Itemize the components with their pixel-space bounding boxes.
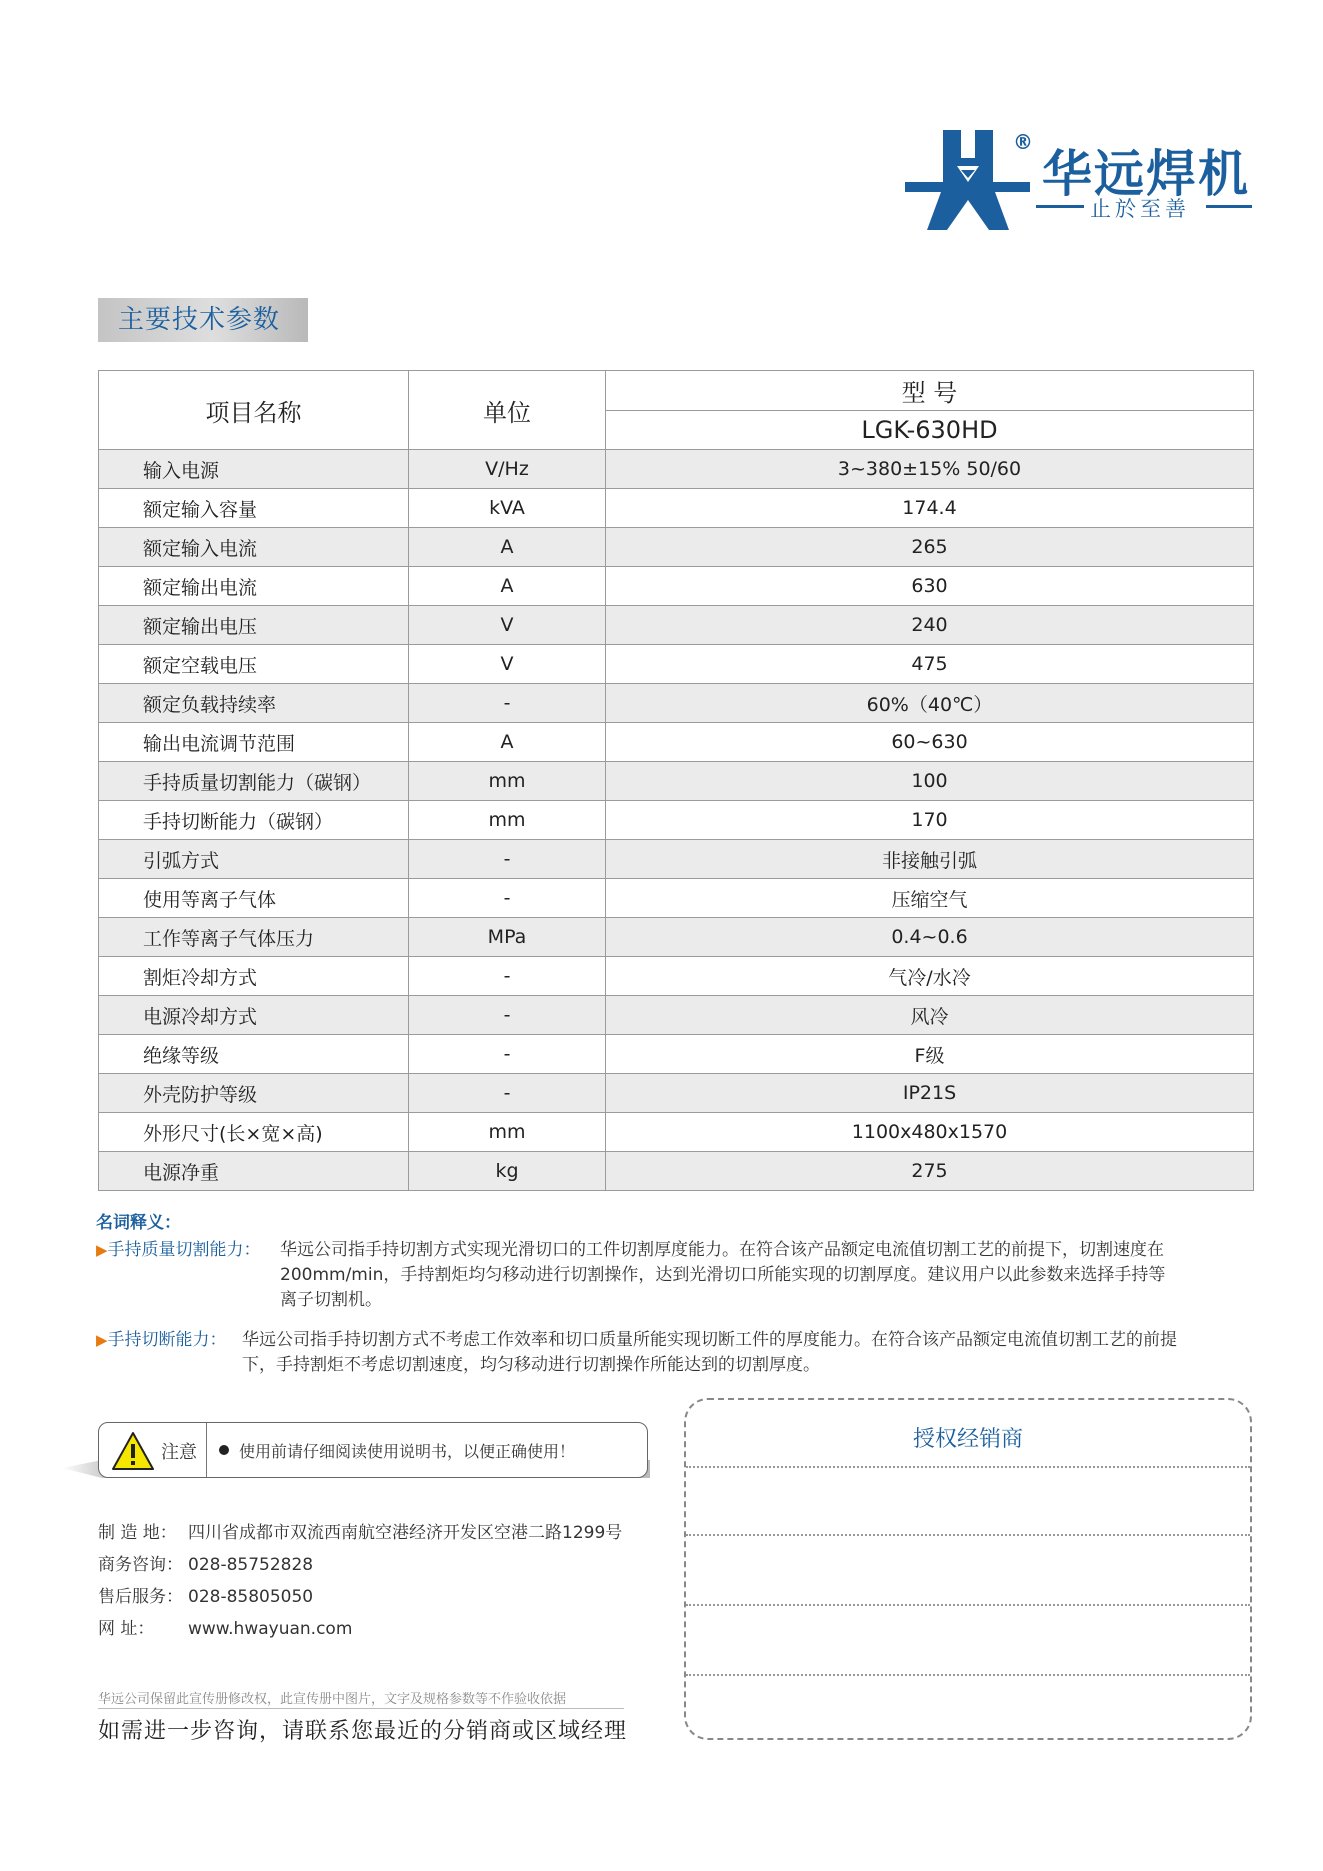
spec-table — [98, 370, 1254, 1191]
dealer-line — [686, 1534, 1250, 1536]
row-name: 工作等离子气体压力 — [99, 918, 409, 957]
row-unit: - — [409, 957, 606, 996]
row-unit: A — [409, 528, 606, 567]
warning-icon — [111, 1431, 155, 1471]
table-row — [99, 1152, 1254, 1191]
row-value: F级 — [606, 1035, 1254, 1074]
table-row — [99, 801, 1254, 840]
arrow-icon: ▶ — [96, 1241, 108, 1259]
table-row — [99, 528, 1254, 567]
glossary-definition — [280, 1238, 1165, 1313]
glossary-item-severance — [96, 1328, 1256, 1375]
row-value: 100 — [606, 762, 1254, 801]
row-name: 输入电源 — [99, 450, 409, 489]
disclaimer-divider — [98, 1708, 624, 1709]
arrow-icon: ▶ — [96, 1331, 108, 1349]
contact-sales — [98, 1550, 313, 1575]
contact-address — [98, 1518, 622, 1543]
row-name: 割炬冷却方式 — [99, 957, 409, 996]
row-name: 引弧方式 — [99, 840, 409, 879]
glossary-title: 名词释义： — [96, 1213, 181, 1233]
table-row — [99, 1074, 1254, 1113]
dealer-title: 授权经销商 — [912, 1427, 1023, 1452]
dealer-line — [686, 1674, 1250, 1676]
row-value: 非接触引弧 — [606, 840, 1254, 879]
row-value: 630 — [606, 567, 1254, 606]
row-unit: V/Hz — [409, 450, 606, 489]
table-row — [99, 840, 1254, 879]
row-value: 气冷/水冷 — [606, 957, 1254, 996]
table-row — [99, 996, 1254, 1035]
row-unit: - — [409, 840, 606, 879]
header-model-label: 型 号 — [606, 371, 1254, 411]
row-value: 174.4 — [606, 489, 1254, 528]
row-value: 60%（40℃） — [606, 684, 1254, 723]
row-name: 外壳防护等级 — [99, 1074, 409, 1113]
table-row — [99, 489, 1254, 528]
contact-value: 四川省成都市双流西南航空港经济开发区空港二路1299号 — [188, 1523, 623, 1543]
table-row — [99, 918, 1254, 957]
table-row — [99, 762, 1254, 801]
glossary-term: 手持切断能力： — [107, 1330, 227, 1350]
glossary-line: 华远公司指手持切割方式实现光滑切口的工件切割厚度能力。在符合该产品额定电流值切割工艺的前提下，切割速度在 — [280, 1240, 1164, 1260]
contact-label: 售后服务： — [98, 1587, 183, 1607]
row-unit: V — [409, 606, 606, 645]
registered-mark: ® — [1013, 130, 1033, 154]
glossary-term: 手持质量切割能力： — [107, 1240, 261, 1260]
row-name: 绝缘等级 — [99, 1035, 409, 1074]
notice-box — [98, 1422, 648, 1478]
table-header-row — [99, 371, 1254, 411]
row-unit: - — [409, 1074, 606, 1113]
glossary-line: 200mm/min，手持割炬均匀移动进行切割操作，达到光滑切口所能实现的切割厚度。建议用户以此参数来选择手持等 — [280, 1265, 1166, 1285]
contact-value: 028-85752828 — [188, 1555, 314, 1575]
glossary-item-quality-cut — [96, 1238, 1256, 1310]
dealer-line — [686, 1466, 1250, 1468]
dealer-line — [686, 1604, 1250, 1606]
glossary-line: 下，手持割炬不考虑切割速度，均匀移动进行切割操作所能达到的切割厚度。 — [242, 1355, 820, 1375]
table-row — [99, 1035, 1254, 1074]
row-value: 0.4~0.6 — [606, 918, 1254, 957]
row-value: IP21S — [606, 1074, 1254, 1113]
row-value: 3~380±15% 50/60 — [606, 450, 1254, 489]
row-name: 额定负载持续率 — [99, 684, 409, 723]
notice-label: 注意 — [161, 1442, 197, 1463]
row-value: 170 — [606, 801, 1254, 840]
table-row — [99, 645, 1254, 684]
row-name: 手持切断能力（碳钢） — [99, 801, 409, 840]
glossary-line: 华远公司指手持切割方式不考虑工作效率和切口质量所能实现切断工件的厚度能力。在符合该产品额定电流值切割工艺的前提 — [242, 1330, 1177, 1350]
row-value: 1100x480x1570 — [606, 1113, 1254, 1152]
spec-table-body — [99, 371, 1254, 1191]
row-unit: MPa — [409, 918, 606, 957]
contact-label: 网 址： — [98, 1619, 155, 1639]
contact-label: 制 造 地： — [98, 1523, 177, 1543]
row-unit: A — [409, 723, 606, 762]
row-unit: - — [409, 879, 606, 918]
notice-text: 使用前请仔细阅读使用说明书，以便正确使用！ — [239, 1442, 576, 1461]
glossary-definition — [242, 1328, 1177, 1378]
table-row — [99, 723, 1254, 762]
bullet-icon — [219, 1445, 229, 1455]
contact-website — [98, 1614, 352, 1639]
row-unit: kg — [409, 1152, 606, 1191]
row-unit: V — [409, 645, 606, 684]
table-row — [99, 684, 1254, 723]
dealer-box — [684, 1398, 1252, 1740]
row-value: 275 — [606, 1152, 1254, 1191]
row-name: 额定输入电流 — [99, 528, 409, 567]
row-value: 压缩空气 — [606, 879, 1254, 918]
slogan-line-right — [1206, 205, 1252, 208]
brand-slogan: 止於至善 — [1090, 197, 1190, 221]
row-unit: - — [409, 996, 606, 1035]
row-unit: - — [409, 1035, 606, 1074]
consult-text: 如需进一步咨询，请联系您最近的分销商或区域经理 — [98, 1719, 628, 1744]
header-unit: 单位 — [409, 371, 606, 450]
row-name: 额定空载电压 — [99, 645, 409, 684]
header-item: 项目名称 — [99, 371, 409, 450]
table-row — [99, 567, 1254, 606]
disclaimer: 华远公司保留此宣传册修改权，此宣传册中图片，文字及规格参数等不作验收依据 — [98, 1692, 567, 1707]
notice-divider — [206, 1423, 207, 1477]
row-name: 外形尺寸(长×宽×高) — [99, 1113, 409, 1152]
contact-service — [98, 1582, 313, 1607]
section-title: 主要技术参数 — [98, 298, 308, 342]
table-row — [99, 450, 1254, 489]
row-unit: A — [409, 567, 606, 606]
row-value: 240 — [606, 606, 1254, 645]
brand-name: 华远焊机 — [1042, 145, 1250, 203]
row-name: 电源冷却方式 — [99, 996, 409, 1035]
row-name: 使用等离子气体 — [99, 879, 409, 918]
row-value: 475 — [606, 645, 1254, 684]
row-unit: mm — [409, 1113, 606, 1152]
row-value: 265 — [606, 528, 1254, 567]
row-value: 风冷 — [606, 996, 1254, 1035]
row-name: 额定输出电压 — [99, 606, 409, 645]
row-unit: mm — [409, 801, 606, 840]
row-name: 额定输入容量 — [99, 489, 409, 528]
row-value: 60~630 — [606, 723, 1254, 762]
table-row — [99, 879, 1254, 918]
row-name: 输出电流调节范围 — [99, 723, 409, 762]
contact-label: 商务咨询： — [98, 1555, 183, 1575]
contact-value: 028-85805050 — [188, 1587, 314, 1607]
row-name: 电源净重 — [99, 1152, 409, 1191]
table-row — [99, 606, 1254, 645]
table-row — [99, 957, 1254, 996]
header-model: LGK-630HD — [606, 410, 1254, 450]
glossary-line: 离子切割机。 — [280, 1290, 382, 1310]
row-unit: mm — [409, 762, 606, 801]
row-unit: - — [409, 684, 606, 723]
brand-logo-icon — [905, 130, 1030, 230]
slogan-line-left — [1036, 205, 1084, 208]
table-row — [99, 1113, 1254, 1152]
row-name: 额定输出电流 — [99, 567, 409, 606]
row-name: 手持质量切割能力（碳钢） — [99, 762, 409, 801]
website-link[interactable]: www.hwayuan.com — [188, 1619, 353, 1639]
row-unit: kVA — [409, 489, 606, 528]
